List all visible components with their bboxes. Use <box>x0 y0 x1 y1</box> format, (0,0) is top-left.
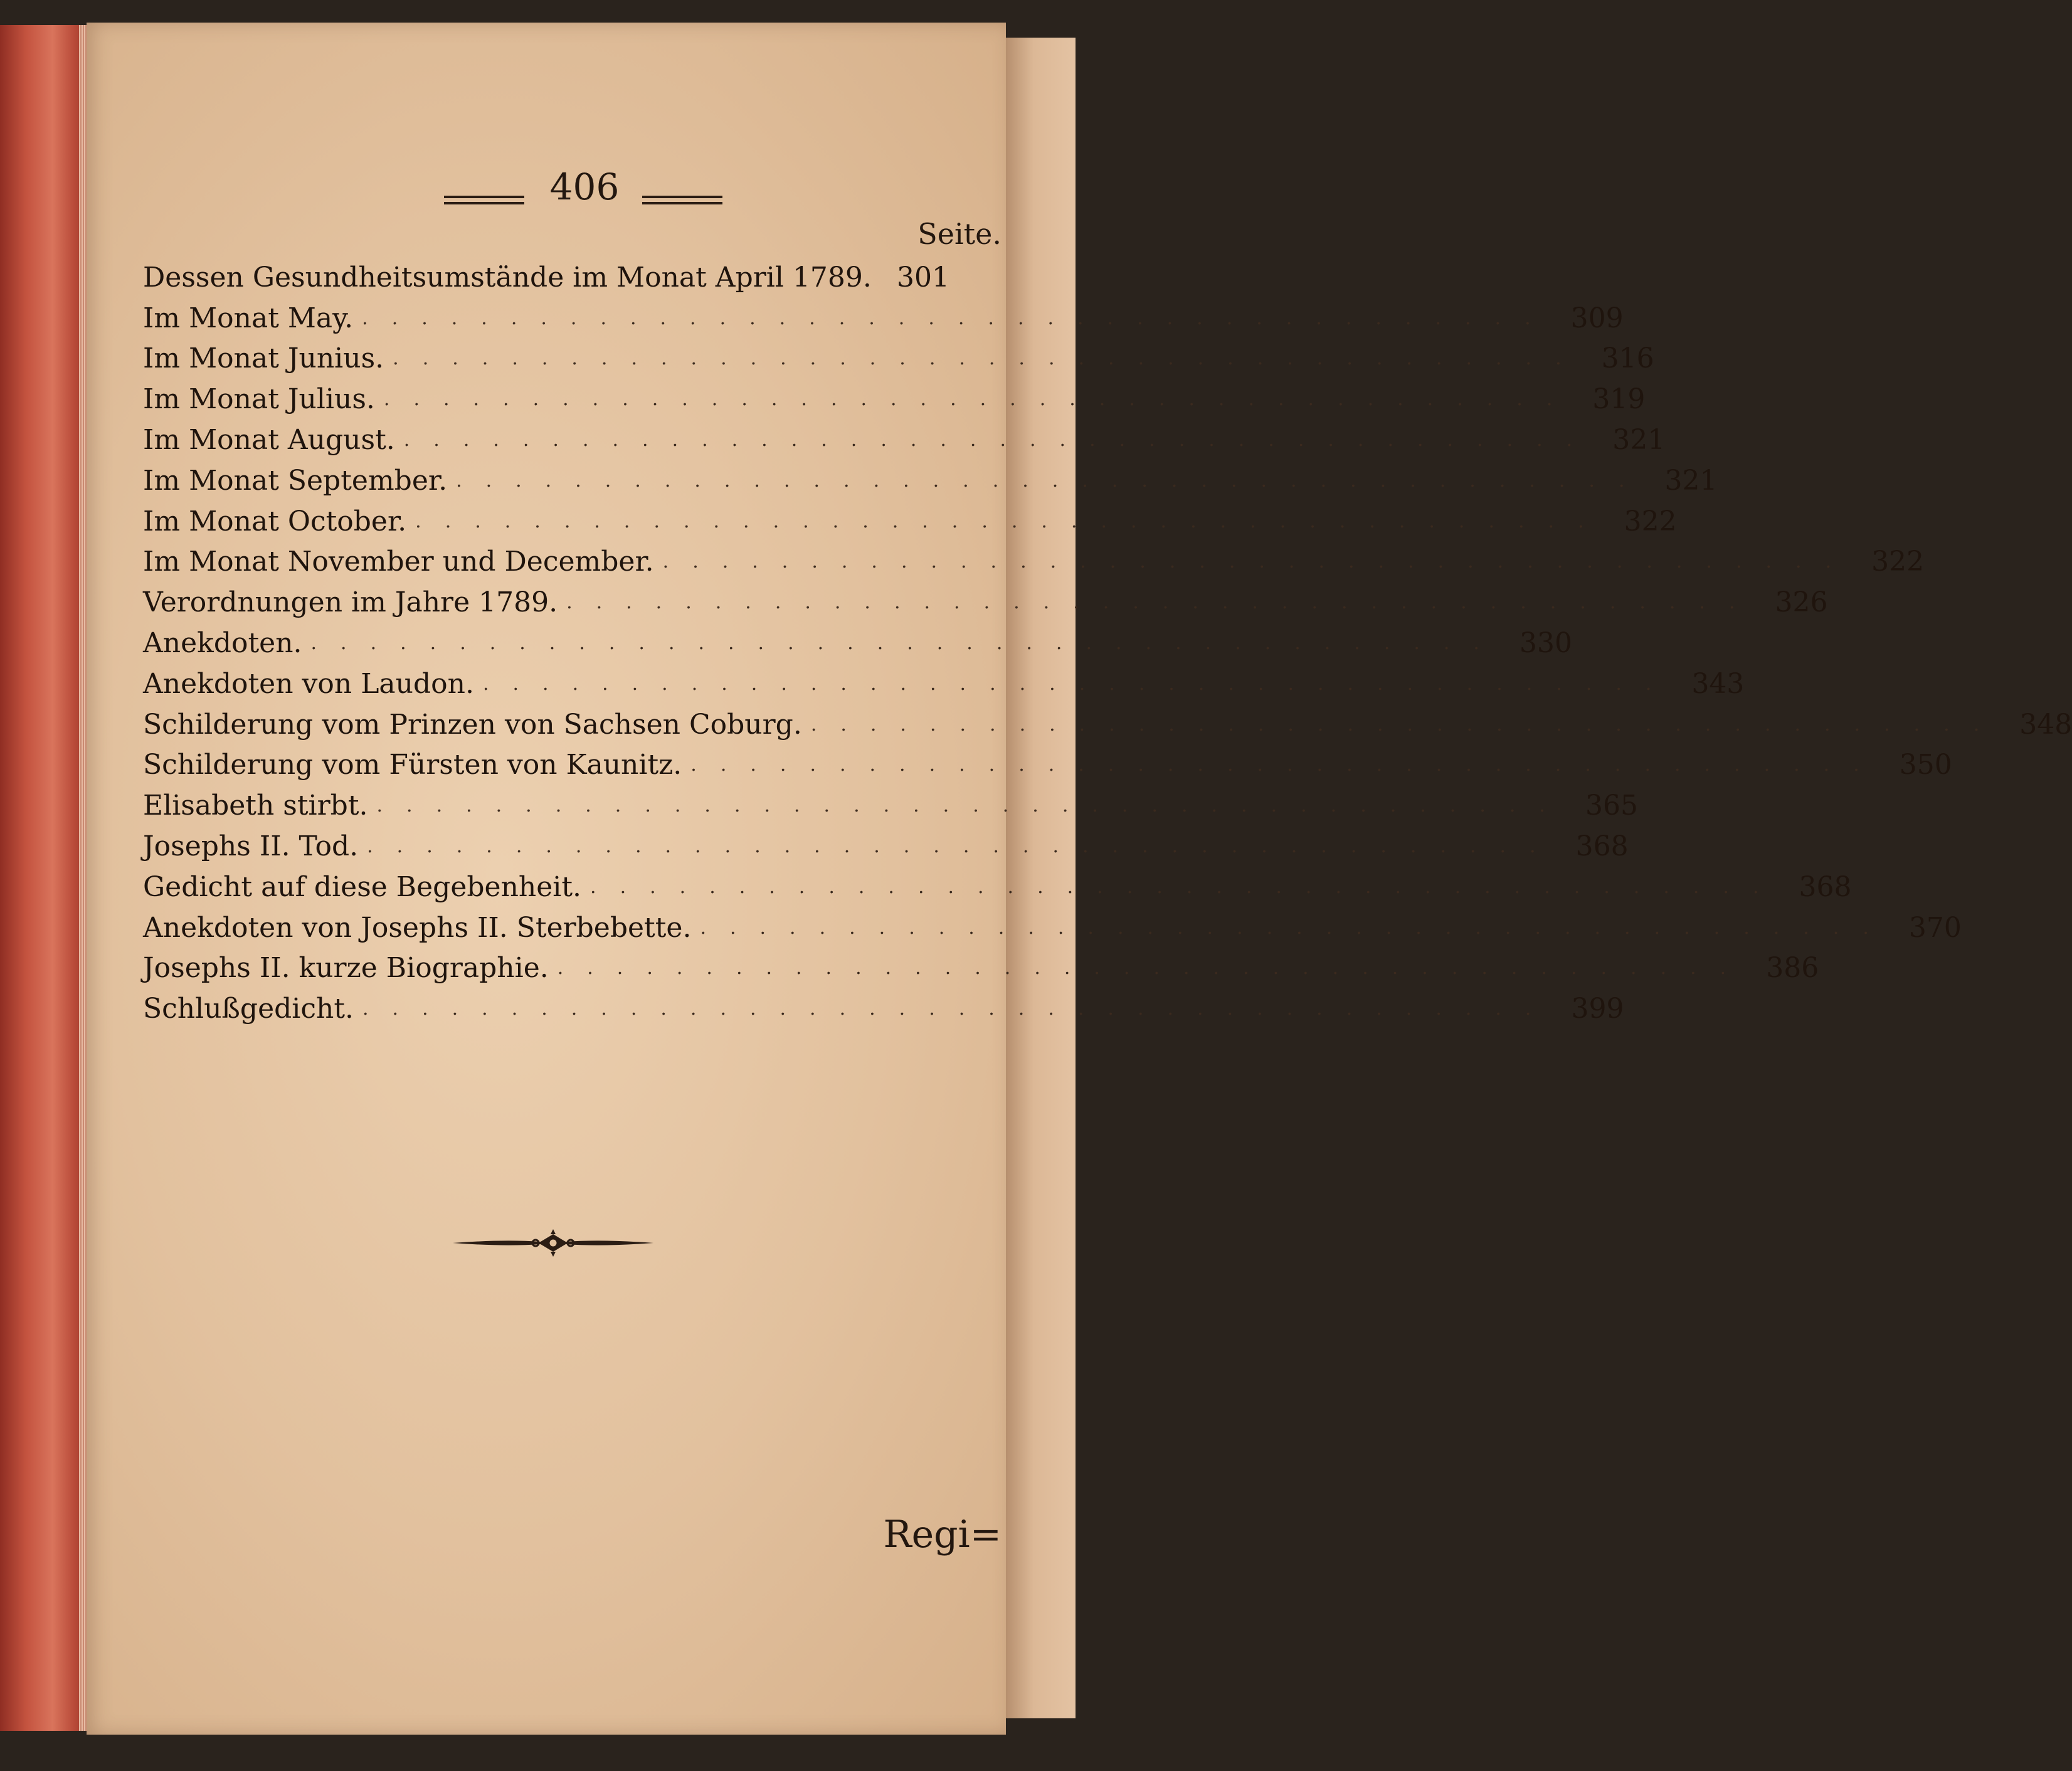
toc-entry <box>143 420 1666 460</box>
book-edge <box>0 25 88 1731</box>
toc-entry <box>143 663 1745 704</box>
toc-entry <box>143 704 2072 745</box>
toc-leader-dots: ........................................ <box>690 754 1883 776</box>
toc-entry-page: 368 <box>1575 830 1629 863</box>
toc-entry-title: Schilderung vom Fürsten von Kaunitz. <box>143 749 682 781</box>
toc-leader-dots: ........................................ <box>362 998 1555 1020</box>
toc-leader-dots: ........................................ <box>700 916 1893 939</box>
toc-entry-page: 386 <box>1766 952 1819 985</box>
toc-entry <box>143 623 1572 663</box>
toc-entry-page: 309 <box>1570 302 1624 334</box>
page-header <box>357 166 759 241</box>
toc-entry-page: 322 <box>1871 546 1925 578</box>
toc-entry <box>143 785 1638 826</box>
toc-leader-dots: ........................................ <box>557 957 1750 980</box>
toc-entry-page: 321 <box>1612 424 1666 457</box>
header-rule-left <box>444 196 524 204</box>
toc-leader-dots: ........................................ <box>393 347 1585 370</box>
toc-entry-page: 370 <box>1908 911 1962 944</box>
toc-entry-title: Verordnungen im Jahre 1789. <box>143 586 558 619</box>
toc-entry-title: Schilderung vom Prinzen von Sachsen Coburg. <box>143 708 802 741</box>
toc-entry <box>143 745 1952 786</box>
toc-entry <box>143 542 1925 583</box>
header-rule-right <box>642 196 722 204</box>
toc-entry-title: Dessen Gesundheitsumstände im Monat April 1789. <box>143 261 872 293</box>
toc-entry <box>143 907 1962 948</box>
toc-entry-page: 319 <box>1592 383 1646 416</box>
toc-entry <box>143 826 1629 867</box>
column-label: Seite. <box>917 217 1002 251</box>
toc-entry-title: Im Monat September. <box>143 464 448 497</box>
toc-leader-dots: ........................................ <box>566 591 1759 614</box>
toc-leader-dots: ........................................ <box>590 875 1783 898</box>
toc-entry <box>143 460 1718 501</box>
toc-leader-dots: ........................................ <box>415 510 1608 532</box>
toc-entry-page: 399 <box>1571 993 1624 1025</box>
table-of-contents <box>143 257 2072 1029</box>
toc-leader-dots: ........................................ <box>810 713 2004 736</box>
toc-entry-title: Im Monat October. <box>143 505 407 537</box>
toc-leader-dots: ........................................ <box>367 835 1560 858</box>
floral-divider-icon <box>453 1225 653 1261</box>
toc-entry <box>143 257 949 298</box>
page-number: 406 <box>549 166 620 208</box>
toc-entry-title: Josephs II. kurze Biographie. <box>143 952 549 985</box>
toc-leader-dots: ........................................ <box>662 551 1856 573</box>
toc-entry-title: Im Monat Junius. <box>143 342 384 375</box>
toc-leader-dots: ........................................ <box>403 429 1597 452</box>
toc-leader-dots: ........................................ <box>362 307 1555 329</box>
toc-leader-dots: ........................................ <box>376 795 1569 817</box>
toc-leader-dots: ........................................ <box>310 632 1503 655</box>
toc-entry <box>143 988 1624 1029</box>
toc-entry-page: 330 <box>1519 627 1572 660</box>
toc-entry <box>143 501 1677 542</box>
toc-entry-title: Anekdoten von Josephs II. Sterbebette. <box>143 911 692 944</box>
toc-leader-dots: ........................................ <box>482 672 1676 695</box>
toc-entry-page: 321 <box>1664 464 1718 497</box>
toc-entry-title: Josephs II. Tod. <box>143 830 359 863</box>
toc-leader-dots: ........................................ <box>456 469 1649 492</box>
toc-entry <box>143 298 1624 339</box>
toc-entry-page: 322 <box>1624 505 1677 537</box>
toc-entry-page: 326 <box>1775 586 1828 619</box>
toc-entry <box>143 867 1852 907</box>
toc-entry-page: 343 <box>1691 667 1745 700</box>
toc-entry <box>143 582 1828 623</box>
toc-entry-page: 301 <box>897 261 949 293</box>
toc-entry-title: Im Monat Julius. <box>143 383 375 416</box>
toc-entry-title: Im Monat May. <box>143 302 354 334</box>
toc-entry-title: Gedicht auf diese Begebenheit. <box>143 870 582 903</box>
toc-entry-title: Im Monat August. <box>143 424 395 457</box>
toc-entry-title: Im Monat November und December. <box>143 546 654 578</box>
toc-entry-title: Elisabeth stirbt. <box>143 790 368 822</box>
toc-leader-dots: ........................................ <box>383 388 1577 411</box>
toc-entry-title: Schlußgedicht. <box>143 993 354 1025</box>
catchword: Regi= <box>883 1513 1002 1557</box>
toc-entry-page: 365 <box>1585 790 1638 822</box>
toc-entry-page: 368 <box>1799 870 1852 903</box>
toc-entry-page: 316 <box>1601 342 1654 375</box>
toc-entry-page: 348 <box>2019 708 2072 741</box>
toc-entry-page: 350 <box>1899 749 1952 781</box>
toc-entry-title: Anekdoten. <box>143 627 302 660</box>
toc-entry <box>143 948 1819 989</box>
toc-entry <box>143 379 1646 420</box>
toc-entry-title: Anekdoten von Laudon. <box>143 667 474 700</box>
toc-entry <box>143 339 1654 379</box>
